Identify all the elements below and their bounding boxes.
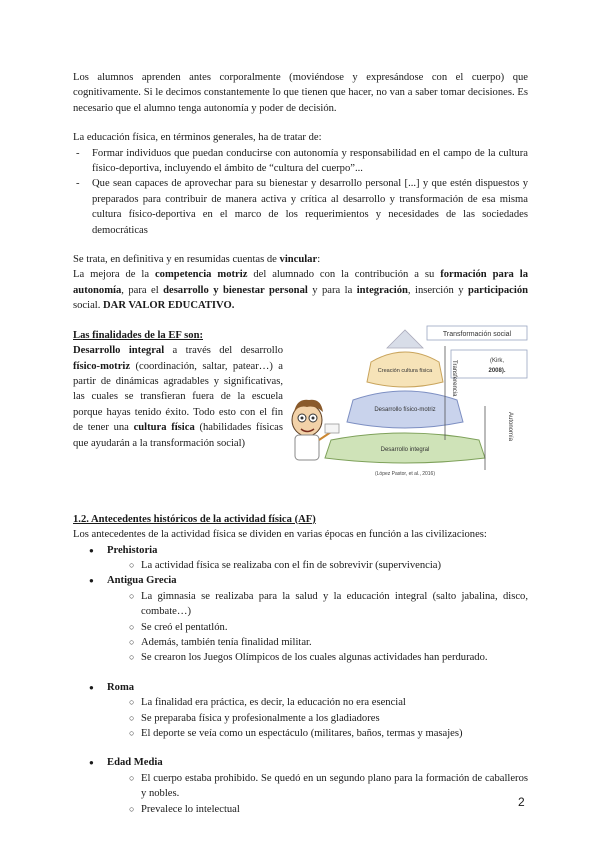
era-subitem: ○ La gimnasia se realizaba para la salud y la educación integral (salto jabalina, disco, combate…) [107, 589, 528, 620]
finalidades-paragraph: Desarrollo integral a través del desarrollo físico-motriz (coordinación, saltar, patear…) a partir de dinámicas agradables y significativas, las cuales se transfieran fuera de la escuela porque hayas tenido éxito. Todo esto con el fin de tener una cultura física (habilidades físicas que ayudarán a la transformación social) [73, 345, 283, 449]
mejora-paragraph: La mejora de la competencia motriz del alumnado con la contribución a su formación para la autonomía, para el desarrollo y bienestar personal y para la integración, inserción y participación social. DAR VALOR EDUCATIVO. [73, 269, 529, 312]
era-sublist [107, 589, 528, 666]
kirk-citation-1: (Kirk, [490, 357, 504, 364]
era-item [73, 543, 528, 574]
era-item [73, 573, 528, 665]
ef-goals-list [73, 146, 528, 238]
pyramid-top-label: Creación cultura física [377, 367, 433, 374]
era-subitem: ○ Se preparaba física y profesionalmente a los gladiadores [107, 711, 528, 726]
page-body [73, 70, 528, 817]
pyramid-source: (López Pastor, et al., 2016) [374, 470, 436, 477]
era-subitem: ○ El cuerpo estaba prohibido. Se quedó en un segundo plano para la formación de caballeros y nobles. [107, 771, 528, 802]
intro-paragraph: Los alumnos aprenden antes corporalmente (moviéndose y expresándose con el cuerpo) que cognitivamente. Si le decimos constantemente lo que tienen que hacer, no van a saber tomar decisiones. Es necesario que el alumno tenga autonomía y poder de decisión. [73, 72, 528, 114]
era-subitem: ○ La finalidad era práctica, es decir, la educación no era esencial [107, 695, 528, 710]
vincular-paragraph: Se trata, en definitiva y en resumidas cuentas de vincular: [73, 254, 321, 266]
era-item [73, 680, 528, 742]
pyramid-bottom-label: Desarrollo integral [380, 446, 430, 453]
finalidades-block [73, 328, 528, 498]
kirk-citation-2: 2008). [488, 367, 506, 374]
transferencia-label: Transferencia [451, 359, 457, 397]
ef-goal-item: - Que sean capaces de aprovechar para su bienestar y desarrollo personal [...] y que estén dispuestos y preparados para contribuir de manera activa y crítica al desarrollo y transformación de esa misma cultura físico-deportiva en el marco de los requerimientos y necesidades de las sociedades democráticas [73, 176, 528, 238]
finalidades-text [73, 328, 283, 451]
era-subitem: ○ La actividad física se realizaba con el fin de sobrevivir (supervivencia) [107, 558, 528, 573]
era-label: Edad Media [107, 757, 163, 769]
ef-intro-paragraph: La educación física, en términos generales, ha de tratar de: [73, 132, 322, 144]
era-sublist [107, 558, 528, 573]
era-subitem: ○ Además, también tenía finalidad militar. [107, 635, 528, 650]
era-label: Roma [107, 681, 135, 693]
era-item [73, 755, 528, 817]
era-subitem: ○ Se crearon los Juegos Olímpicos de los cuales algunas actividades han perdurado. [107, 650, 528, 665]
pyramid-figure [285, 320, 530, 498]
era-sublist [107, 771, 528, 817]
eras-list [73, 543, 528, 818]
ef-goal-item: - Formar individuos que puedan conducirse con autonomía y responsabilidad en el campo de la cultura físico-deportiva, incluyendo el ámbito de “cultura del cuerpo”... [73, 146, 528, 177]
autonomia-label: Autonomía [507, 411, 513, 441]
era-subitem: ○ El deporte se veía como un espectáculo (militares, baños, termas y masajes) [107, 726, 528, 741]
era-label: Prehistoria [107, 544, 158, 556]
era-label: Antigua Grecia [107, 575, 177, 587]
era-subitem: ○ Prevalece lo intelectual [107, 802, 528, 817]
era-subitem: ○ Se creó el pentatlón. [107, 620, 528, 635]
section-heading: 1.2. Antecedentes históricos de la actividad física (AF) [73, 513, 316, 525]
pyramid-middle-label: Desarrollo físico-motriz [374, 406, 436, 413]
finalidades-heading: Las finalidades de la EF son: [73, 329, 203, 341]
section-intro: Los antecedentes de la actividad física se dividen en varias épocas en función a las civilizaciones: [73, 529, 487, 541]
era-sublist [107, 695, 528, 741]
page-number: 2 [518, 795, 525, 809]
transformacion-social-label: Transformación social [442, 330, 512, 338]
